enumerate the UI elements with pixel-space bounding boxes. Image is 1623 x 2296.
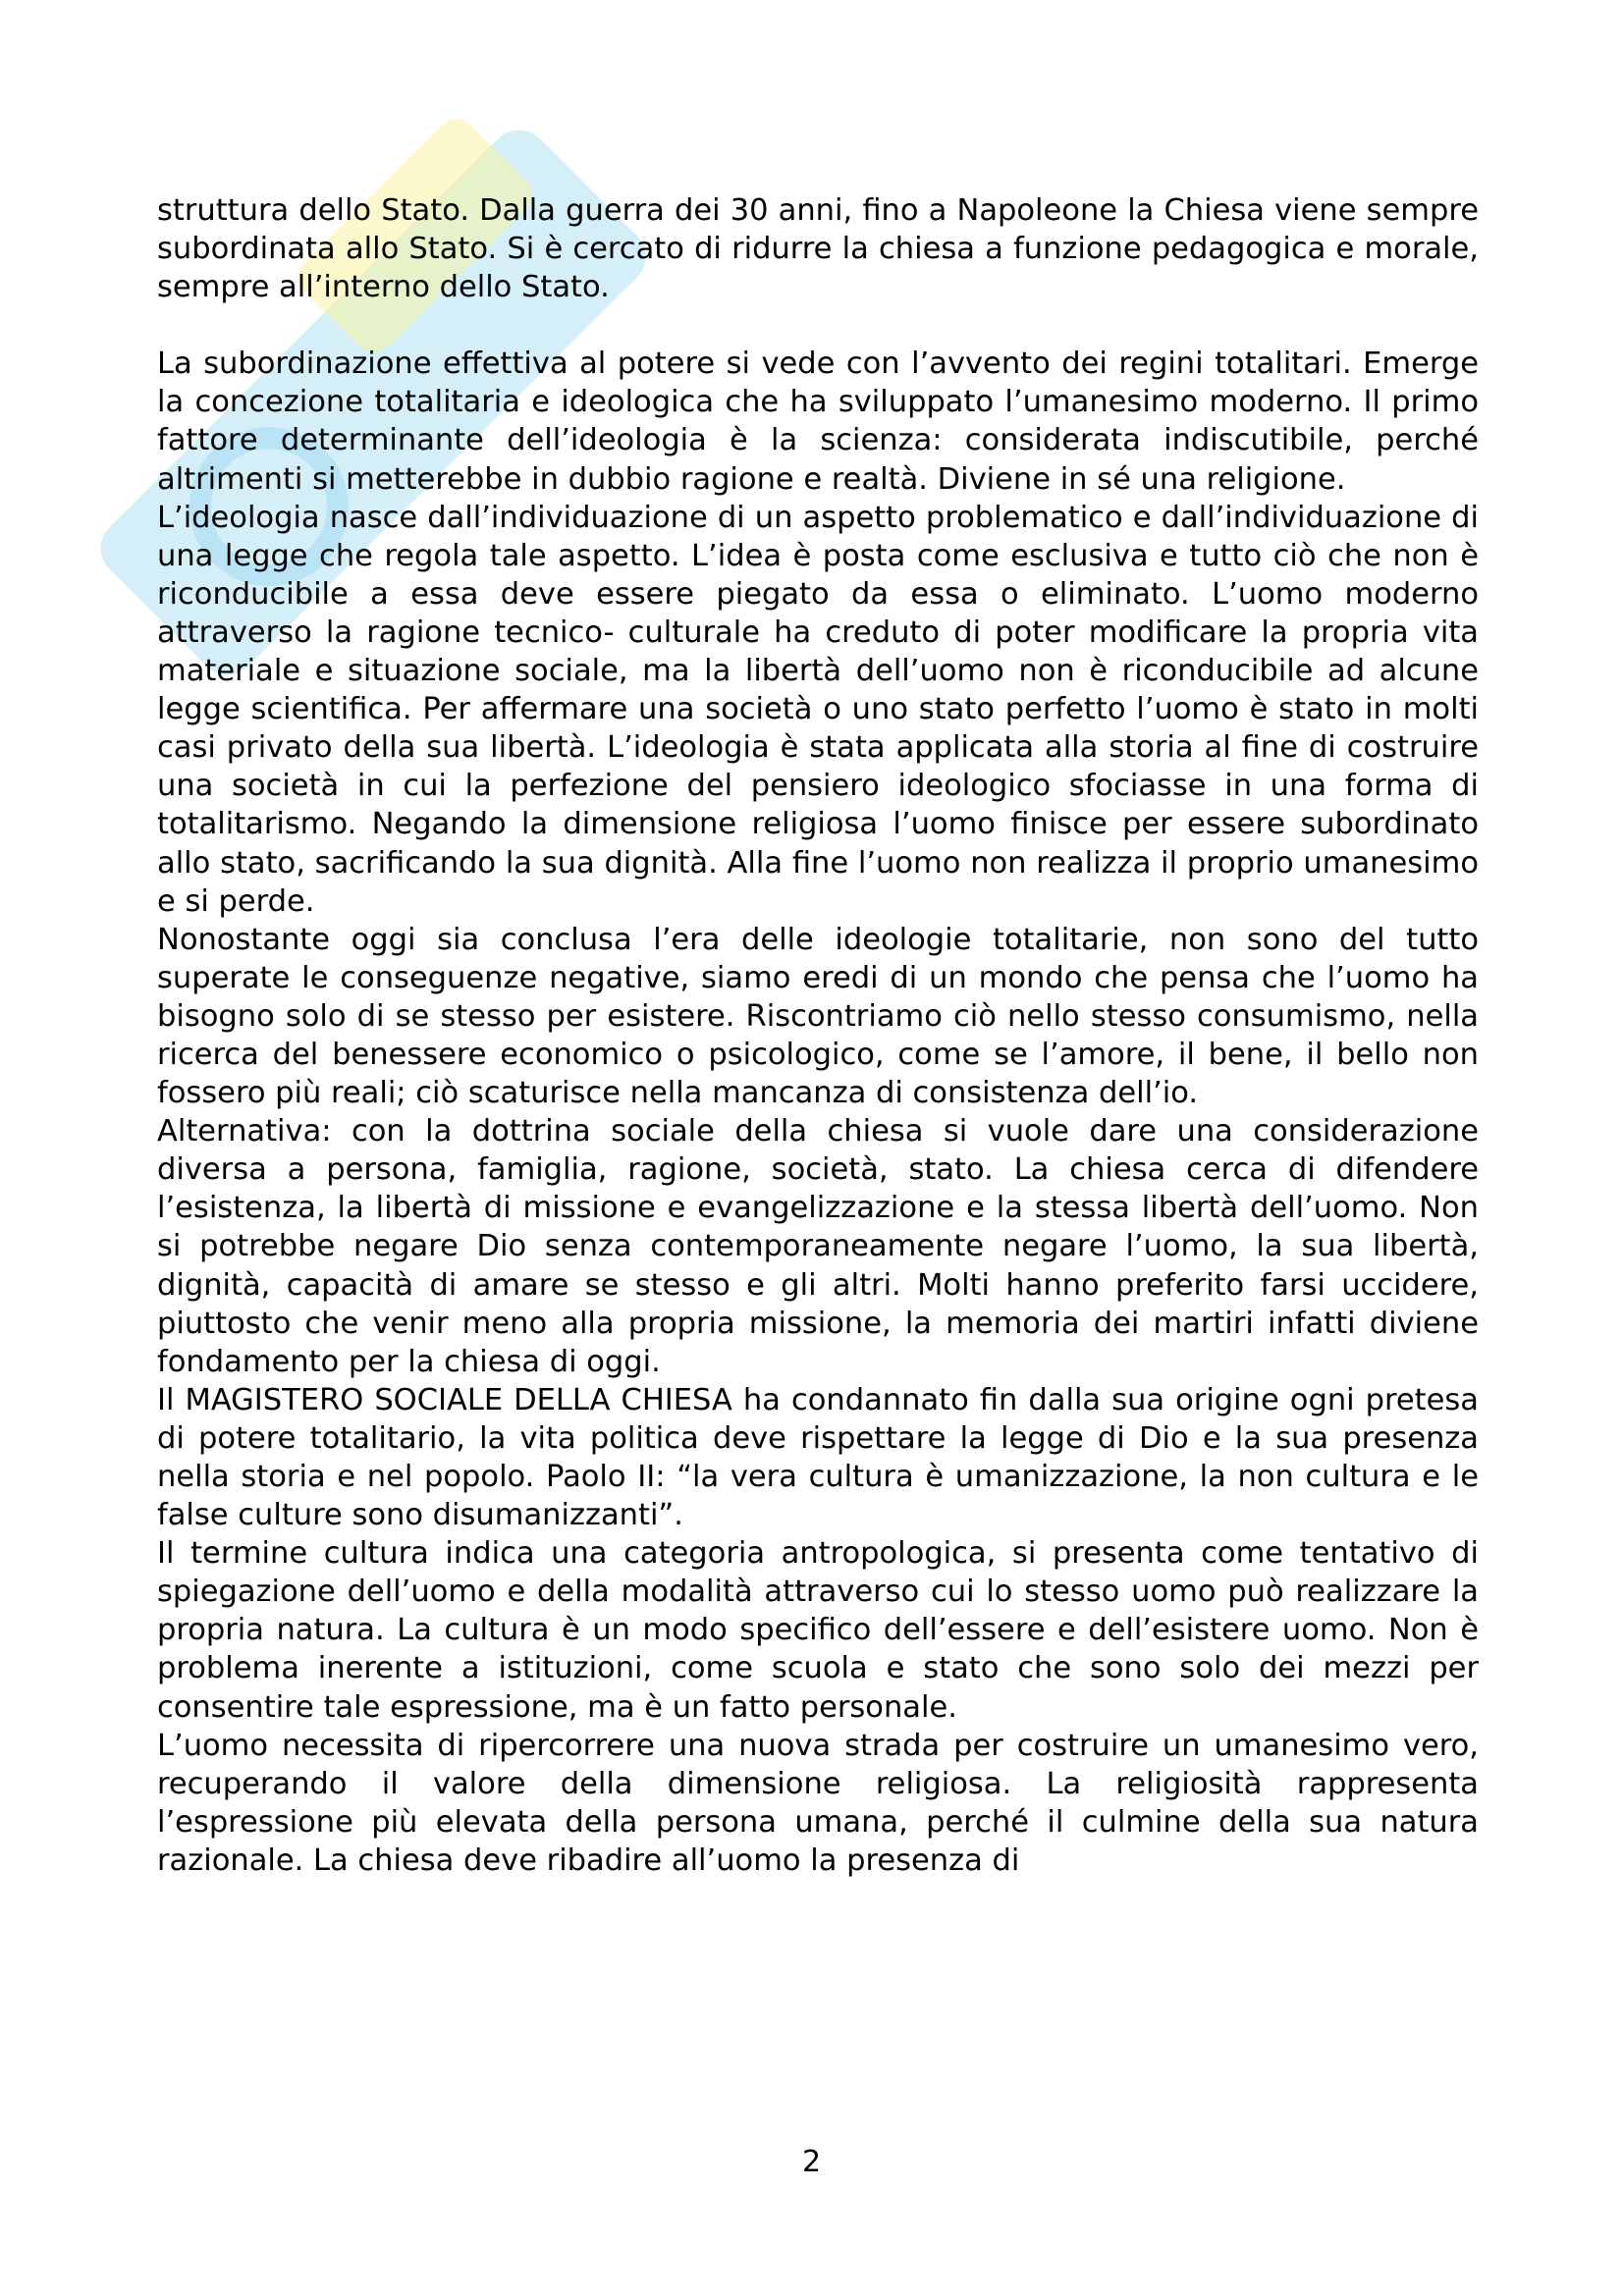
paragraph-5: Alternativa: con la dottrina sociale della chiesa si vuole dare una considerazione diversa a persona, famiglia, ragione, società, stato. La chiesa cerca di difendere l’esistenza, la libertà di missione e evangelizzazione e la stessa libertà dell’uomo. Non si potrebbe negare Dio senza contemporaneamente negare l’uomo, la sua libertà, dignità, capacità di amare se stesso e gli altri. Molti hanno preferito farsi uccidere, piuttosto che venir meno alla propria missione, la memoria dei martiri infatti diviene fondamento per la chiesa di oggi. (157, 1114, 1479, 1379)
paragraph-6: Il MAGISTERO SOCIALE DELLA CHIESA ha condannato fin dalla sua origine ogni pretesa di potere totalitario, la vita politica deve rispettare la legge di Dio e la sua presenza nella storia e nel popolo. Paolo II: “la vera cultura è umanizzazione, la non cultura e le false culture sono disumanizzanti”. (157, 1382, 1479, 1533)
document-body (157, 191, 1479, 1880)
page-number: 2 (801, 2145, 822, 2179)
paragraph-3: L’ideologia nasce dall’individuazione di un aspetto problematico e dall’individuazione di una legge che regola tale aspetto. L’idea è posta come esclusiva e tutto ciò che non è riconducibile a essa deve essere piegato da essa o eliminato. L’uomo moderno attraverso la ragione tecnico- culturale ha creduto di poter modificare la propria vita materiale e situazione sociale, ma la libertà dell’uomo non è riconducibile ad alcune legge scientifica. Per affermare una società o uno stato perfetto l’uomo è stato in molti casi privato della sua libertà. L’ideologia è stata applicata alla storia al fine di costruire una società in cui la perfezione del pensiero ideologico sfociasse in una forma di totalitarismo. Negando la dimensione religiosa l’uomo finisce per essere subordinato allo stato, sacrificando la sua dignità. Alla fine l’uomo non realizza il proprio umanesimo e si perde. (157, 500, 1479, 919)
paragraph-7: Il termine cultura indica una categoria antropologica, si presenta come tentativo di spiegazione dell’uomo e della modalità attraverso cui lo stesso uomo può realizzare la propria natura. La cultura è un modo specifico dell’essere e dell’esistere uomo. Non è problema inerente a istituzioni, come scuola e stato che sono solo dei mezzi per consentire tale espressione, ma è un fatto personale. (157, 1536, 1479, 1725)
paragraph-1: struttura dello Stato. Dalla guerra dei 30 anni, fino a Napoleone la Chiesa viene sempre subordinata allo Stato. Si è cercato di ridurre la chiesa a funzione pedagogica e morale, sempre all’interno dello Stato. (157, 193, 1479, 305)
paragraph-8: L’uomo necessita di ripercorrere una nuova strada per costruire un umanesimo vero, recuperando il valore della dimensione religiosa. La religiosità rappresenta l’espressione più elevata della persona umana, perché il culmine della sua natura razionale. La chiesa deve ribadire all’uomo la presenza di (157, 1728, 1479, 1878)
paragraph-2: La subordinazione effettiva al potere si vede con l’avvento dei regini totalitari. Emerge la concezione totalitaria e ideologica che ha sviluppato l’umanesimo moderno. Il primo fattore determinante dell’ideologia è la scienza: considerata indiscutibile, perché altrimenti si metterebbe in dubbio ragione e realtà. Diviene in sé una religione. (157, 347, 1479, 497)
paragraph-4: Nonostante oggi sia conclusa l’era delle ideologie totalitarie, non sono del tutto superate le conseguenze negative, siamo eredi di un mondo che pensa che l’uomo ha bisogno solo di se stesso per esistere. Riscontriamo ciò nello stesso consumismo, nella ricerca del benessere economico o psicologico, come se l’amore, il bene, il bello non fossero più reali; ciò scaturisce nella mancanza di consistenza dell’io. (157, 922, 1479, 1111)
